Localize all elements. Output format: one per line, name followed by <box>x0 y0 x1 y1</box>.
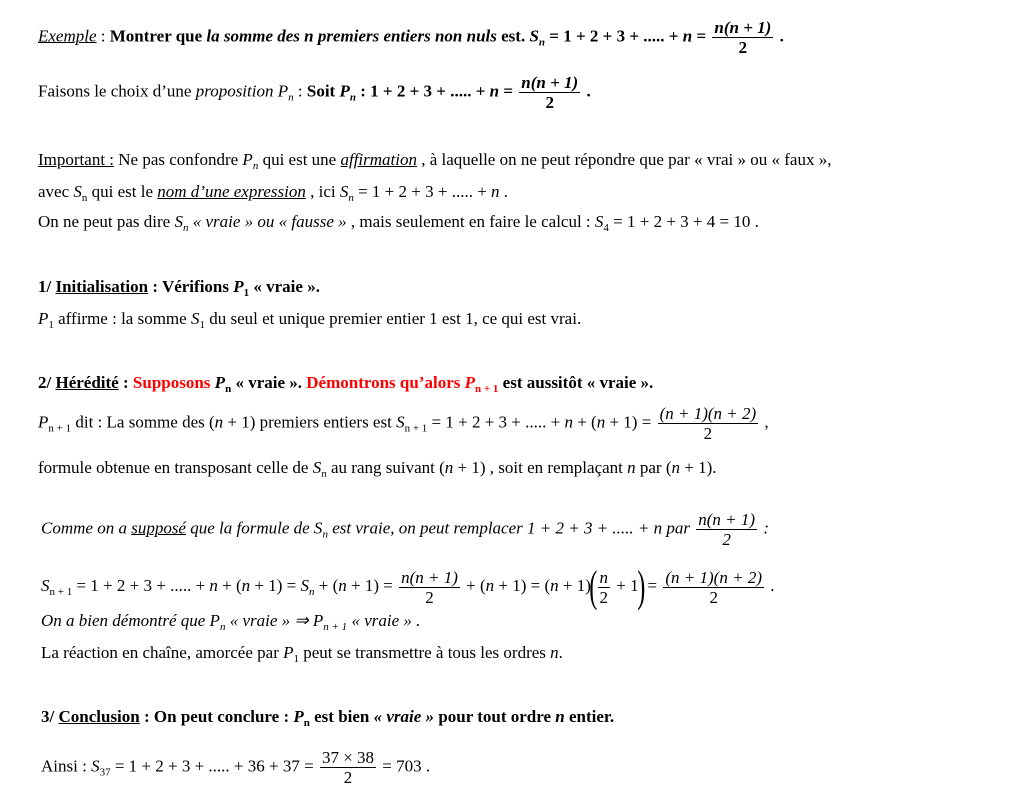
important-l2-c: , ici <box>305 182 340 201</box>
example-fraction <box>712 18 773 57</box>
heredite-l5-fraction-2 <box>598 568 611 607</box>
conclusion-l2-s-sub: 37 <box>99 766 111 779</box>
conclusion-heading <box>41 707 614 727</box>
conclusion-p-sub: n <box>303 717 310 729</box>
important-l1-b: qui est une <box>258 150 341 169</box>
heredite-l5-f1-den: 2 <box>425 587 434 607</box>
example-eq: = <box>692 26 711 46</box>
heredite-demontrons: Démontrons qu’alors <box>306 373 465 392</box>
important-line-3 <box>38 212 759 232</box>
example-lead: Montrer que <box>109 26 207 46</box>
heredite-l3-s: S <box>312 458 322 477</box>
heredite-l5-c: + 1) = <box>250 575 301 595</box>
heredite-title: Hérédité <box>55 373 119 392</box>
heredite-l5-d: + ( <box>314 575 339 595</box>
example-n: n <box>682 26 693 46</box>
heredite-l4-sub: n <box>322 528 328 541</box>
heredite-l5-n2: n <box>241 575 251 595</box>
heredite-l4-c: est vraie, on peut remplacer 1 + 2 + 3 + ..... + n par <box>327 518 695 538</box>
init-colon: : <box>148 277 162 296</box>
example-s-sub: n <box>538 36 546 49</box>
important-line-1 <box>38 150 831 170</box>
conclusion-l2-b: = 1 + 2 + 3 + ..... + 36 + 37 = <box>110 756 318 776</box>
important-s4-sub: 4 <box>603 222 609 234</box>
heredite-l7-p: P <box>283 643 294 662</box>
proposition-eq: = <box>499 81 518 101</box>
heredite-l6-a: On a bien démontré que P <box>41 611 220 630</box>
heredite-l2-s-sub: n + 1 <box>404 422 428 435</box>
heredite-l7-b: peut se transmettre à tous les ordres <box>299 643 551 662</box>
heredite-l3-n3: n <box>671 458 681 477</box>
important-l2-d: = 1 + 2 + 3 + ..... + <box>353 182 492 201</box>
proposition-line <box>38 73 591 112</box>
init-line-2 <box>38 309 581 329</box>
important-l1-c: , à laquelle on ne peut répondre que par « vrai » ou « faux », <box>416 150 832 169</box>
conclusion-title: Conclusion <box>58 707 140 726</box>
important-s-sub: n <box>81 192 88 204</box>
important-affirmation: affirmation <box>340 150 417 169</box>
heredite-l3-c: + 1) , soit en remplaçant <box>453 458 628 477</box>
init-p: P <box>233 277 244 296</box>
important-l3-d: = 1 + 2 + 3 + 4 = 10 . <box>608 212 759 231</box>
init-heading <box>38 277 320 297</box>
heredite-l5-n3: n <box>338 575 347 595</box>
heredite-l4-a: Comme on a <box>41 518 132 538</box>
heredite-l7-a: La réaction en chaîne, amorcée par <box>41 643 284 662</box>
proposition-fraction <box>519 73 580 112</box>
heredite-l5-plus1: + 1 <box>612 575 639 595</box>
heredite-line-7 <box>41 643 563 663</box>
init-title: Initialisation <box>55 277 149 296</box>
heredite-l6-sub2: n + 1 <box>323 621 348 633</box>
init-s-sub: 1 <box>199 319 205 331</box>
proposition-p-sub: n <box>288 91 294 104</box>
heredite-l5-a: = 1 + 2 + 3 + ..... + <box>72 575 210 595</box>
important-p: P <box>242 150 253 169</box>
heredite-l2-n: n <box>214 412 224 432</box>
heredite-l5-g: + 1) = ( <box>494 575 551 595</box>
important-l2-b: qui est le <box>87 182 158 201</box>
heredite-l5-b: + ( <box>217 575 242 595</box>
heredite-l5-h: + 1) <box>558 575 591 595</box>
heredite-p2-sub: n + 1 <box>475 383 499 395</box>
heredite-l2-s: S <box>396 412 405 432</box>
heredite-l3-d: par ( <box>635 458 672 477</box>
proposition-p: P <box>273 81 289 101</box>
important-l3-b: « vraie » ou « fausse » <box>188 212 351 231</box>
conclusion-fraction <box>320 748 376 787</box>
heredite-l6-sub: n <box>219 621 226 633</box>
example-s: S <box>529 26 539 46</box>
heredite-l4-suppose: supposé <box>131 518 186 538</box>
proposition-end: . <box>582 81 591 101</box>
proposition-expr: 1 + 2 + 3 + ..... + <box>370 81 490 101</box>
heredite-l4-fraction <box>696 510 757 549</box>
heredite-l5-f2-den: 2 <box>599 587 609 607</box>
heredite-p2: P <box>464 373 476 392</box>
conclusion-b: est bien <box>309 707 374 726</box>
proposition-word: proposition <box>195 81 274 101</box>
important-line-2 <box>38 182 508 202</box>
heredite-l3-a: formule obtenue en transposant celle de <box>38 458 313 477</box>
heredite-l5-f: + ( <box>461 575 486 595</box>
heredite-line-4 <box>41 510 769 549</box>
example-label: Exemple <box>38 26 97 46</box>
proposition-colon: : <box>293 81 307 101</box>
heredite-num: 2/ <box>38 373 56 392</box>
init-l2-p: P <box>38 309 49 328</box>
important-s: S <box>73 182 82 201</box>
heredite-l2-b: + 1) premiers entiers est <box>223 412 397 432</box>
heredite-l5-n5: n <box>550 575 559 595</box>
conclusion-line-2 <box>41 748 430 787</box>
heredite-l4-frac-num: n(n + 1) <box>698 510 756 529</box>
proposition-p2-sub: n <box>349 91 356 104</box>
important-s2-sub: n <box>348 192 354 204</box>
example-expr: = 1 + 2 + 3 + ..... + <box>545 26 683 46</box>
proposition-frac-den: 2 <box>545 93 554 112</box>
heredite-l5-right-paren: ) <box>636 562 645 611</box>
heredite-l3-n: n <box>444 458 454 477</box>
conclusion-c: pour tout ordre <box>434 707 556 726</box>
conclusion-p: P <box>293 707 304 726</box>
example-phrase: la somme des n premiers entiers non nuls <box>206 26 497 46</box>
heredite-l7-p-sub: 1 <box>293 653 299 665</box>
conclusion-l2-a: Ainsi : <box>41 756 92 776</box>
conclusion-num: 3/ <box>41 707 59 726</box>
heredite-l5-n4: n <box>485 575 495 595</box>
init-num: 1/ <box>38 277 56 296</box>
heredite-l5-s2-sub: n <box>309 585 315 598</box>
heredite-l2-end: , <box>760 412 769 432</box>
important-label: Important : <box>38 150 115 169</box>
important-s2: S <box>339 182 349 201</box>
heredite-l5-s-sub: n + 1 <box>49 585 73 598</box>
important-s3-sub: n <box>182 222 189 234</box>
important-s3: S <box>174 212 183 231</box>
conclusion-text: : On peut conclure : <box>139 707 294 726</box>
heredite-l5-left-paren: ( <box>589 562 598 611</box>
heredite-l3-e: + 1). <box>680 458 717 477</box>
heredite-heading <box>38 373 653 393</box>
example-est: est. <box>496 26 530 46</box>
init-s: S <box>190 309 200 328</box>
conclusion-l2-c: = 703 . <box>378 756 431 776</box>
heredite-l5-f3-num: (n + 1)(n + 2) <box>665 567 762 587</box>
important-nom: nom d’une expression <box>157 182 306 201</box>
heredite-l3-b: au rang suivant ( <box>326 458 445 477</box>
heredite-l2-n2: n <box>564 412 573 432</box>
heredite-p: P <box>214 373 226 392</box>
important-l3-a: On ne peut pas dire <box>38 212 175 231</box>
conclusion-l2-s: S <box>91 756 100 776</box>
important-l2-a: avec <box>38 182 74 201</box>
conclusion-vraie: « vraie » <box>373 707 435 726</box>
heredite-l6-b: « vraie » ⇒ P <box>225 611 324 630</box>
heredite-l2-frac-num: (n + 1)(n + 2) <box>659 404 757 423</box>
important-p-sub: n <box>252 160 259 172</box>
heredite-line-6 <box>41 611 420 631</box>
example-frac-num: n(n + 1) <box>714 18 772 37</box>
heredite-p-sub: n <box>225 383 232 395</box>
init-p-sub: 1 <box>243 287 250 299</box>
heredite-l5-fraction-3 <box>663 568 764 607</box>
heredite-l7-n: n <box>550 643 559 662</box>
important-l1-a: Ne pas confondre <box>114 150 243 169</box>
heredite-l5-f3-den: 2 <box>709 587 718 607</box>
heredite-l4-frac-den: 2 <box>722 530 731 549</box>
heredite-l5-eq: = <box>643 575 662 595</box>
proposition-soit: Soit <box>306 81 340 101</box>
heredite-l5-f1-num: n(n + 1) <box>401 567 458 587</box>
heredite-l2-d: + ( <box>572 412 597 432</box>
heredite-supposons: Supposons <box>132 373 215 392</box>
proposition-p2: P <box>339 81 350 101</box>
heredite-l2-e: + 1) = <box>605 412 656 432</box>
conclusion-n: n <box>555 707 565 726</box>
heredite-l2-a: dit : La somme des ( <box>71 412 215 432</box>
init-l2-a: affirme : la somme <box>53 309 191 328</box>
heredite-l4-b: que la formule de S <box>185 518 323 538</box>
example-colon: : <box>96 26 110 46</box>
init-vraie: « vraie ». <box>249 277 320 296</box>
heredite-vraie: « vraie ». <box>231 373 307 392</box>
important-n: n <box>491 182 500 201</box>
conclusion-frac-den: 2 <box>343 768 353 787</box>
heredite-line-3 <box>38 458 717 478</box>
heredite-l5-fraction-1 <box>399 568 460 607</box>
proposition-frac-num: n(n + 1) <box>521 73 579 92</box>
heredite-l5-s: S <box>41 575 50 595</box>
heredite-l5-end: . <box>765 575 775 595</box>
heredite-l3-s-sub: n <box>321 468 327 480</box>
heredite-l5-n: n <box>209 575 218 595</box>
heredite-colon: : <box>118 373 133 392</box>
proposition-n: n <box>489 81 500 101</box>
conclusion-d: entier. <box>564 707 615 726</box>
important-l2-e: . <box>499 182 509 201</box>
heredite-l2-fraction <box>658 404 759 443</box>
heredite-aussitot: est aussitôt « vraie ». <box>498 373 654 392</box>
example-end: . <box>775 26 784 46</box>
heredite-l2-p-sub: n + 1 <box>48 422 72 435</box>
heredite-l2-frac-den: 2 <box>703 424 713 443</box>
example-line <box>38 18 784 57</box>
heredite-l5-e: + 1) = <box>346 575 398 595</box>
heredite-l2-c: = 1 + 2 + 3 + ..... + <box>427 412 565 432</box>
important-s4: S <box>594 212 604 231</box>
heredite-l2-n3: n <box>596 412 606 432</box>
heredite-l3-n2: n <box>627 458 636 477</box>
heredite-l5-f2-num: n <box>599 567 609 587</box>
init-verif: Vérifions <box>161 277 234 296</box>
heredite-l5-s2: S <box>300 575 309 595</box>
important-l3-c: , mais seulement en faire le calcul : <box>350 212 595 231</box>
heredite-line-5 <box>41 562 775 611</box>
example-frac-den: 2 <box>738 38 748 57</box>
proposition-colon2: : <box>355 81 371 101</box>
heredite-l6-c: « vraie » . <box>347 611 421 630</box>
init-l2-b: du seul et unique premier entier 1 est 1, ce qui est vrai. <box>204 309 582 328</box>
proposition-lead: Faisons le choix d’une <box>38 81 196 101</box>
heredite-l7-end: . <box>558 643 563 662</box>
heredite-l4-end: : <box>759 518 769 538</box>
heredite-line-2 <box>38 404 769 443</box>
conclusion-frac-num: 37 × 38 <box>321 748 375 767</box>
init-l2-p-sub: 1 <box>48 319 54 331</box>
heredite-l2-p: P <box>38 412 49 432</box>
